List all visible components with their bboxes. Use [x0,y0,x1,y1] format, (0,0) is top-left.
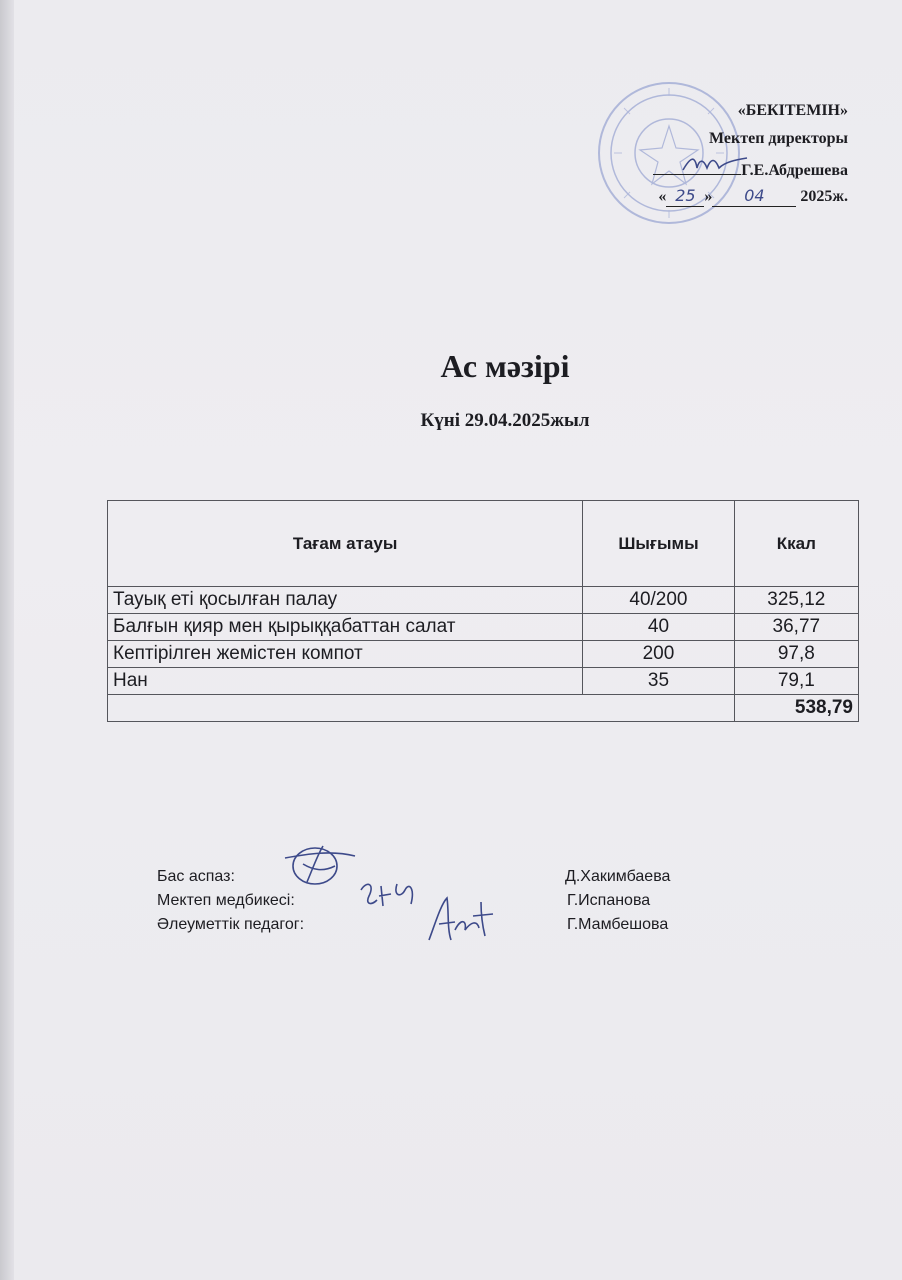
total-kcal: 538,79 [734,695,858,722]
date-month-field [712,186,796,207]
signatures-block [157,868,717,948]
approval-name: Г.Е.Абдрешева [741,162,848,179]
dish-output: 40 [583,614,734,641]
dish-kcal: 36,77 [734,614,858,641]
signature-row [157,868,717,890]
pedagogue-signature-icon [425,894,495,946]
signature-name: Д.Хакимбаева [565,868,671,885]
dish-output: 35 [583,668,734,695]
dish-kcal: 79,1 [734,668,858,695]
date-close-quote: » [704,188,713,205]
table-header-row [108,501,859,587]
date-day-field [666,186,704,207]
dish-name: Балғын қияр мен қырыққабаттан салат [108,614,583,641]
dish-output: 40/200 [583,587,734,614]
date-day: 25 [675,186,696,205]
approval-name-line [653,158,848,180]
dish-name: Тауық еті қосылған палау [108,587,583,614]
date-open-quote: « [658,188,667,205]
table-row [108,587,859,614]
date-month: 04 [744,186,765,205]
dish-kcal: 97,8 [734,641,858,668]
header-kcal: Ккал [734,501,858,587]
chef-signature-icon [277,836,357,896]
dish-output: 200 [583,641,734,668]
table-row [108,614,859,641]
signature-role: Бас аспаз: [157,868,235,885]
signature-name: Г.Мамбешова [567,916,669,933]
page-title: Ас мәзірі [440,348,570,384]
approval-date [658,186,848,207]
table-row [108,668,859,695]
dish-kcal: 325,12 [734,587,858,614]
page-edge-shadow [0,0,14,1280]
menu-date: Күні 29.04.2025жыл [420,410,590,431]
approval-role: Мектеп директоры [709,130,848,147]
header-dish-name: Тағам атауы [108,501,583,587]
date-year: 2025ж. [800,188,848,205]
menu-table [107,500,859,722]
table-total-row [108,695,859,722]
total-empty-cell [108,695,735,722]
signature-name: Г.Испанова [567,892,651,909]
approval-title: «БЕКІТЕМІН» [737,102,848,119]
director-signature-line [653,158,741,175]
header-output: Шығымы [583,501,734,587]
director-signature-icon [681,152,751,176]
nurse-signature-icon [357,876,419,916]
approval-block [600,100,860,215]
dish-name: Кептірілген жемістен компот [108,641,583,668]
signature-role: Әлеуметтік педагог: [157,916,305,933]
dish-name: Нан [108,668,583,695]
table-row [108,641,859,668]
signature-role: Мектеп медбикесі: [157,892,295,909]
